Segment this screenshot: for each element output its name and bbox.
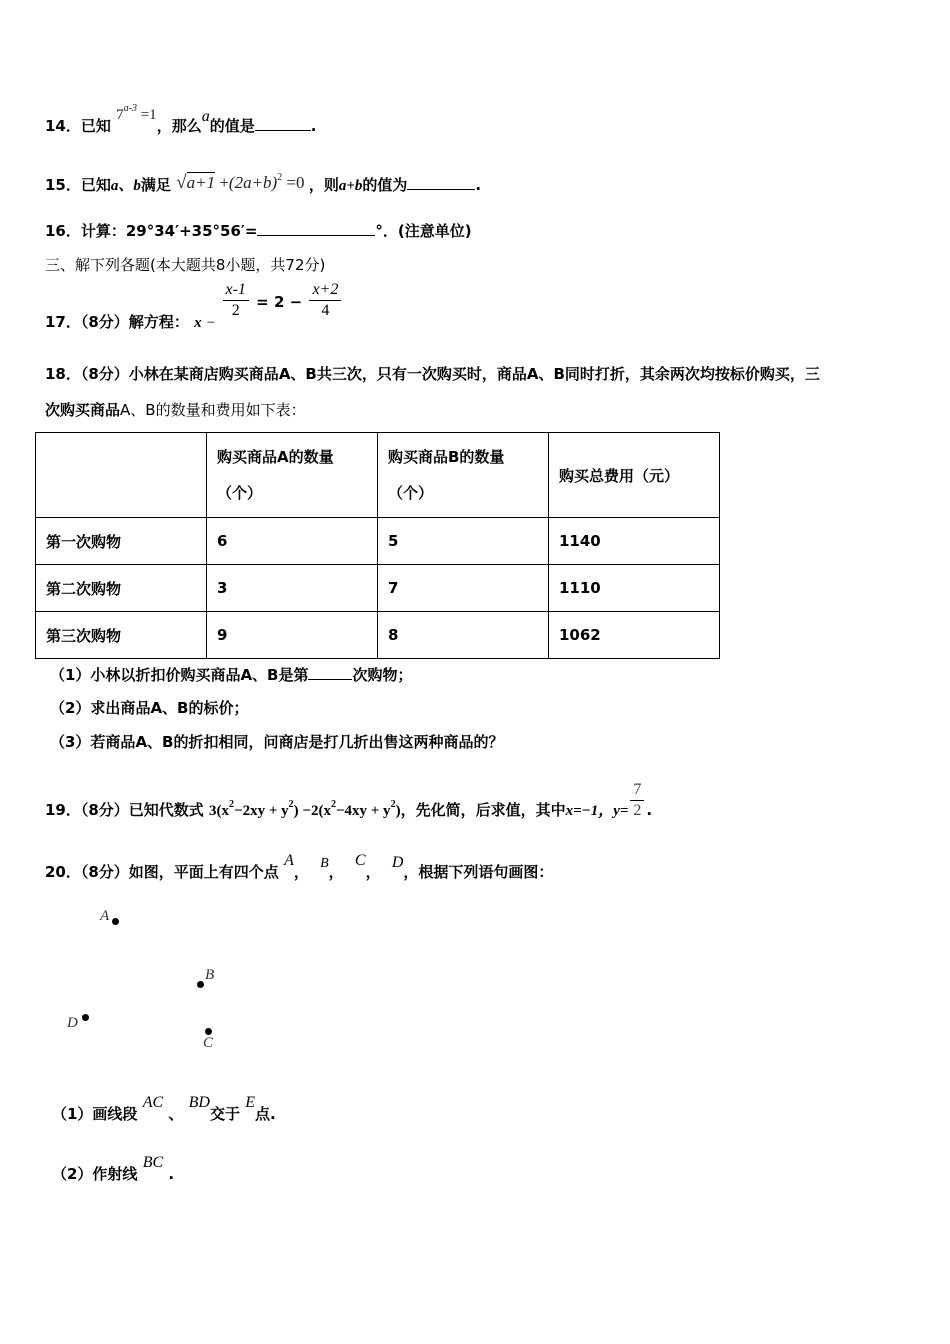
table-cell: 1062 xyxy=(549,612,720,659)
table-row xyxy=(36,518,720,565)
question-18-sub2: （2）求出商品A、B的标价； xyxy=(50,699,249,717)
table-cell: 5 xyxy=(378,518,549,565)
section-title: 三、解下列各题(本大题共8小题，共72分) xyxy=(45,256,326,274)
point-c-label: C xyxy=(203,1035,214,1051)
table-cell: 第一次购物 xyxy=(36,518,207,565)
point-b-label: B xyxy=(205,967,215,983)
point-a-dot[interactable] xyxy=(112,918,119,925)
table-cell: 8 xyxy=(378,612,549,659)
table-cell: 第二次购物 xyxy=(36,565,207,612)
table-cell: 7 xyxy=(378,565,549,612)
table-cell: 1110 xyxy=(549,565,720,612)
table-header-cell xyxy=(36,433,207,518)
question-20-sub2: （2）作射线 BC . xyxy=(52,1154,175,1183)
point-d-dot[interactable] xyxy=(82,1014,89,1021)
table-cell: 第三次购物 xyxy=(36,612,207,659)
question-17: 17．（8分）解方程： x − $\frac{x-1}{2}$ = 2 − $\frac{x+2}{4}$ xyxy=(45,280,343,321)
table-cell: 3 xyxy=(207,565,378,612)
point-d-label: D xyxy=(67,1015,78,1031)
table-row xyxy=(36,612,720,659)
fraction-2: $\frac{x+2}{4}$ xyxy=(309,280,341,321)
purchase-table xyxy=(35,432,720,659)
y-fraction: $\frac{7}{2}$ xyxy=(630,780,644,821)
table-cell: 6 xyxy=(207,518,378,565)
question-18-sub3: （3）若商品A、B的折扣相同，问商店是打几折出售这两种商品的？ xyxy=(50,733,504,751)
answer-blank[interactable] xyxy=(257,220,375,236)
condition-expression: $√a+1 +(2a+b)^2 =0$ xyxy=(176,172,305,193)
table-header-cell: 购买总费用（元） xyxy=(549,433,720,518)
answer-blank[interactable] xyxy=(308,664,352,680)
table-cell: 9 xyxy=(207,612,378,659)
table-cell: 1140 xyxy=(549,518,720,565)
point-b-dot[interactable] xyxy=(197,981,204,988)
question-16: 16．计算：29°34′+35°56′= °．(注意单位) xyxy=(45,222,472,240)
table-row xyxy=(36,565,720,612)
question-19: 19．（8分）已知代数式 $3(x^2-2xy + y^2) -2(x^2-4xy + y^2)$，先化简，后求值，其中x=−1，y= $\frac{7}{2}$ . xyxy=(45,781,653,819)
question-14: 14．已知 7$^{a-3}$ =1，那么a的值是 . xyxy=(45,103,317,135)
answer-blank[interactable] xyxy=(255,115,311,131)
point-c-dot[interactable] xyxy=(205,1028,212,1035)
table-header-row xyxy=(36,433,720,518)
question-20-sub1: （1）画线段 AC 、 BD交于 E点. xyxy=(52,1094,276,1123)
question-15: 15．已知a、b满足 $√a+1 +(2a+b)^2 =0$ ，则a+b的值为 . xyxy=(45,172,482,194)
point-a-label: A xyxy=(100,908,110,924)
answer-blank[interactable] xyxy=(407,174,475,190)
question-20: 20．（8分）如图，平面上有四个点 A， B， C， D，根据下列语句画图： xyxy=(45,852,554,881)
exponent-equation: 7$^{a-3}$ =1 xyxy=(116,103,157,123)
question-18-sub1: （1）小林以折扣价购买商品A、B是第 次购物； xyxy=(50,666,413,684)
question-18-line2: 次购买商品A、B的数量和费用如下表： xyxy=(45,401,306,419)
table-header-cell: 购买商品B的数量 （个） xyxy=(378,433,549,518)
algebraic-expression: $3(x^2-2xy + y^2) -2(x^2-4xy + y^2)$ xyxy=(209,799,401,819)
question-18-line1: 18．（8分）小林在某商店购买商品A、B共三次，只有一次购买时，商品A、B同时打折，其余两次均按标价购买，三 xyxy=(45,365,820,383)
table-header-cell: 购买商品A的数量 （个） xyxy=(207,433,378,518)
fraction-1: $\frac{x-1}{2}$ xyxy=(223,280,249,321)
